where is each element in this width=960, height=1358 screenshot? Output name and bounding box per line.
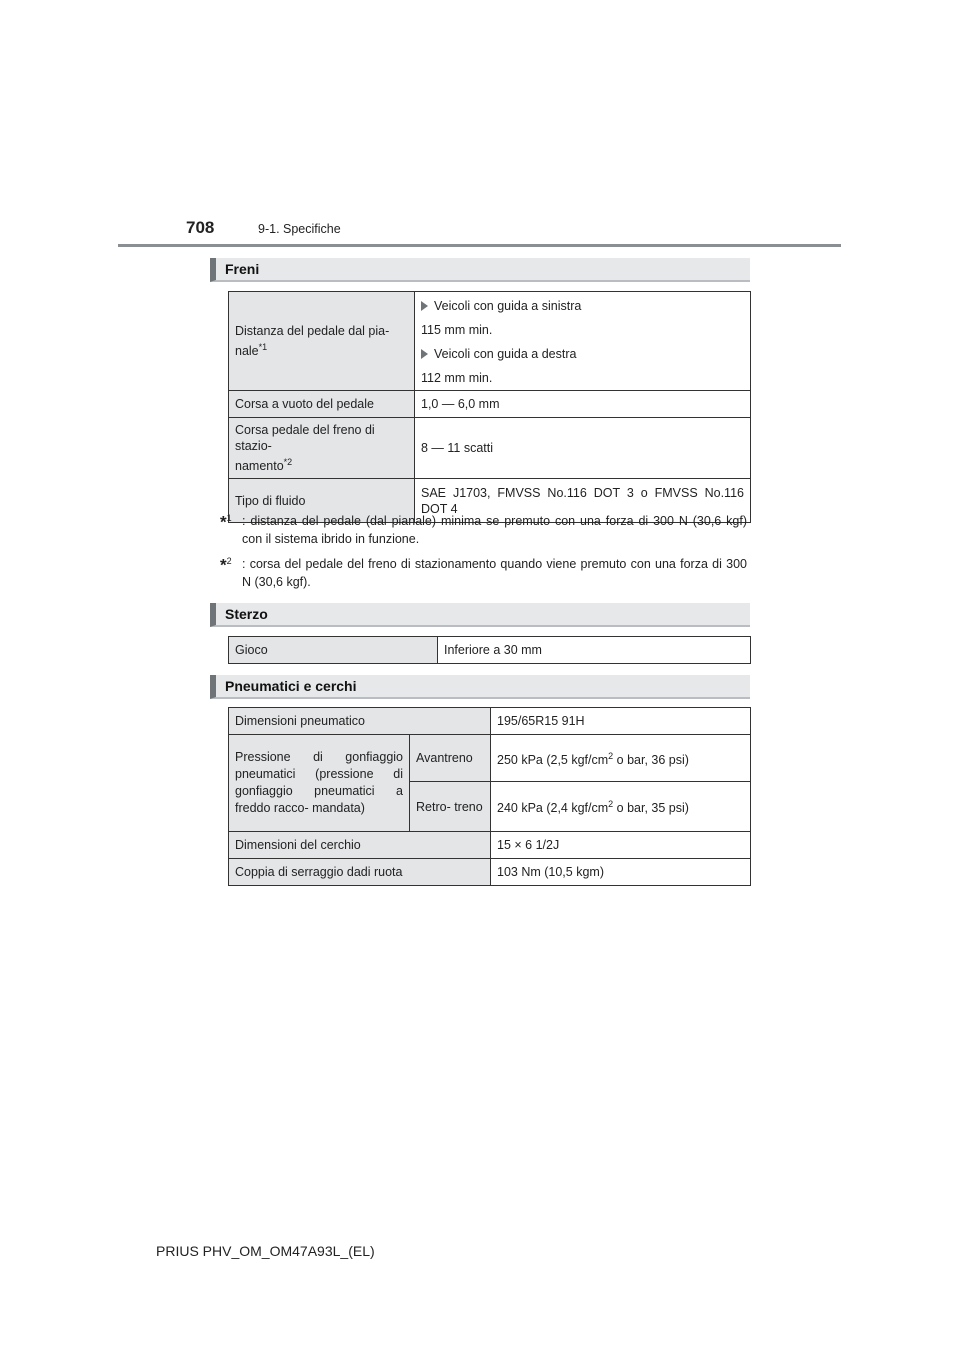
triangle-bullet-icon <box>421 301 428 311</box>
footnote-1 <box>220 512 747 548</box>
cell-gioco-value: Inferiore a 30 mm <box>438 637 751 664</box>
destra-value: 112 mm min. <box>421 371 493 385</box>
sinistra-label: Veicoli con guida a sinistra <box>434 299 582 313</box>
destra-label: Veicoli con guida a destra <box>434 347 577 361</box>
footnote-ref: *2 <box>283 457 293 467</box>
footer-document-code: PRIUS PHV_OM_OM47A93L_(EL) <box>156 1243 375 1259</box>
cell-distanza-value <box>415 292 751 391</box>
section-header-sterzo <box>210 603 750 627</box>
cell-pressione-label: Pressione di gonfiaggio pneumatici (pressione di gonfiaggio pneumatici a freddo racco- mandata) <box>229 735 410 832</box>
header-rule <box>118 244 841 247</box>
table-row <box>229 832 751 859</box>
cell-avantreno-value <box>491 735 751 782</box>
label-line: Distanza del pedale dal pia- <box>235 323 390 338</box>
footnote-mark: * <box>220 555 227 575</box>
table-row <box>229 391 751 418</box>
triangle-bullet-icon <box>421 349 428 359</box>
cell-avantreno-label: Avantreno <box>410 735 491 782</box>
cell-corsa-freno-value: 8 — 11 scatti <box>415 418 751 479</box>
label-line: namento <box>235 459 284 474</box>
footnote-text: : corsa del pedale del freno di stazionamento quando viene premuto con una forza di 300 N (30,6 kgf). <box>242 557 747 589</box>
footnote-ref: *1 <box>258 341 268 352</box>
sinistra-value: 115 mm min. <box>421 323 493 337</box>
section-title: 9-1. Specifiche <box>258 222 341 236</box>
table-pneumatici <box>228 707 751 886</box>
page-number: 708 <box>186 218 215 237</box>
table-row <box>229 859 751 886</box>
cell-coppia-value: 103 Nm (10,5 kgm) <box>491 859 751 886</box>
cell-retrotreno-value <box>491 782 751 832</box>
table-row <box>229 735 751 782</box>
superscript: 2 <box>608 750 614 761</box>
section-header-pneumatici <box>210 675 750 699</box>
label-line: nale <box>235 344 259 359</box>
cell-retrotreno-label: Retro- treno <box>410 782 491 832</box>
footnote-number: 1 <box>226 513 232 523</box>
cell-gioco-label: Gioco <box>229 637 438 664</box>
section-title-freni: Freni <box>225 261 260 277</box>
cell-cerchio-value: 15 × 6 1/2J <box>491 832 751 859</box>
cell-fluido-value: SAE J1703, FMVSS No.116 DOT 3 o FMVSS No.116 DOT 4 <box>415 479 751 523</box>
cell-distanza-label <box>229 292 415 391</box>
value-text: 250 kPa (2,5 kgf/cm <box>497 753 609 768</box>
section-title-sterzo: Sterzo <box>225 606 268 622</box>
footnote-text: : distanza del pedale (dal pianale) minima se premuto con una forza di 300 N (30,6 kgf) con il sistema ibrido in funzione. <box>242 514 747 546</box>
cell-corsa-vuoto-label: Corsa a vuoto del pedale <box>229 391 415 418</box>
value-text: o bar, 35 psi) <box>613 801 689 816</box>
cell-cerchio-label: Dimensioni del cerchio <box>229 832 491 859</box>
table-row <box>229 637 751 664</box>
cell-dimensioni-label: Dimensioni pneumatico <box>229 708 491 735</box>
value-text: 240 kPa (2,4 kgf/cm <box>497 801 609 816</box>
footnote-2 <box>220 555 747 591</box>
label-line: Corsa pedale del freno di stazio- <box>235 423 375 453</box>
table-row <box>229 418 751 479</box>
footnote-number: 2 <box>226 556 232 566</box>
cell-coppia-label: Coppia di serraggio dadi ruota <box>229 859 491 886</box>
table-row <box>229 708 751 735</box>
cell-corsa-freno-label <box>229 418 415 479</box>
footnote-mark: * <box>220 512 227 532</box>
section-header-freni <box>210 258 750 282</box>
cell-dimensioni-value: 195/65R15 91H <box>491 708 751 735</box>
section-title-pneumatici: Pneumatici e cerchi <box>225 678 357 694</box>
cell-corsa-vuoto-value: 1,0 — 6,0 mm <box>415 391 751 418</box>
value-text: o bar, 36 psi) <box>613 753 689 768</box>
cell-fluido-label: Tipo di fluido <box>229 479 415 523</box>
superscript: 2 <box>608 799 614 810</box>
table-freni <box>228 291 751 523</box>
table-row <box>229 292 751 391</box>
table-sterzo <box>228 636 751 664</box>
